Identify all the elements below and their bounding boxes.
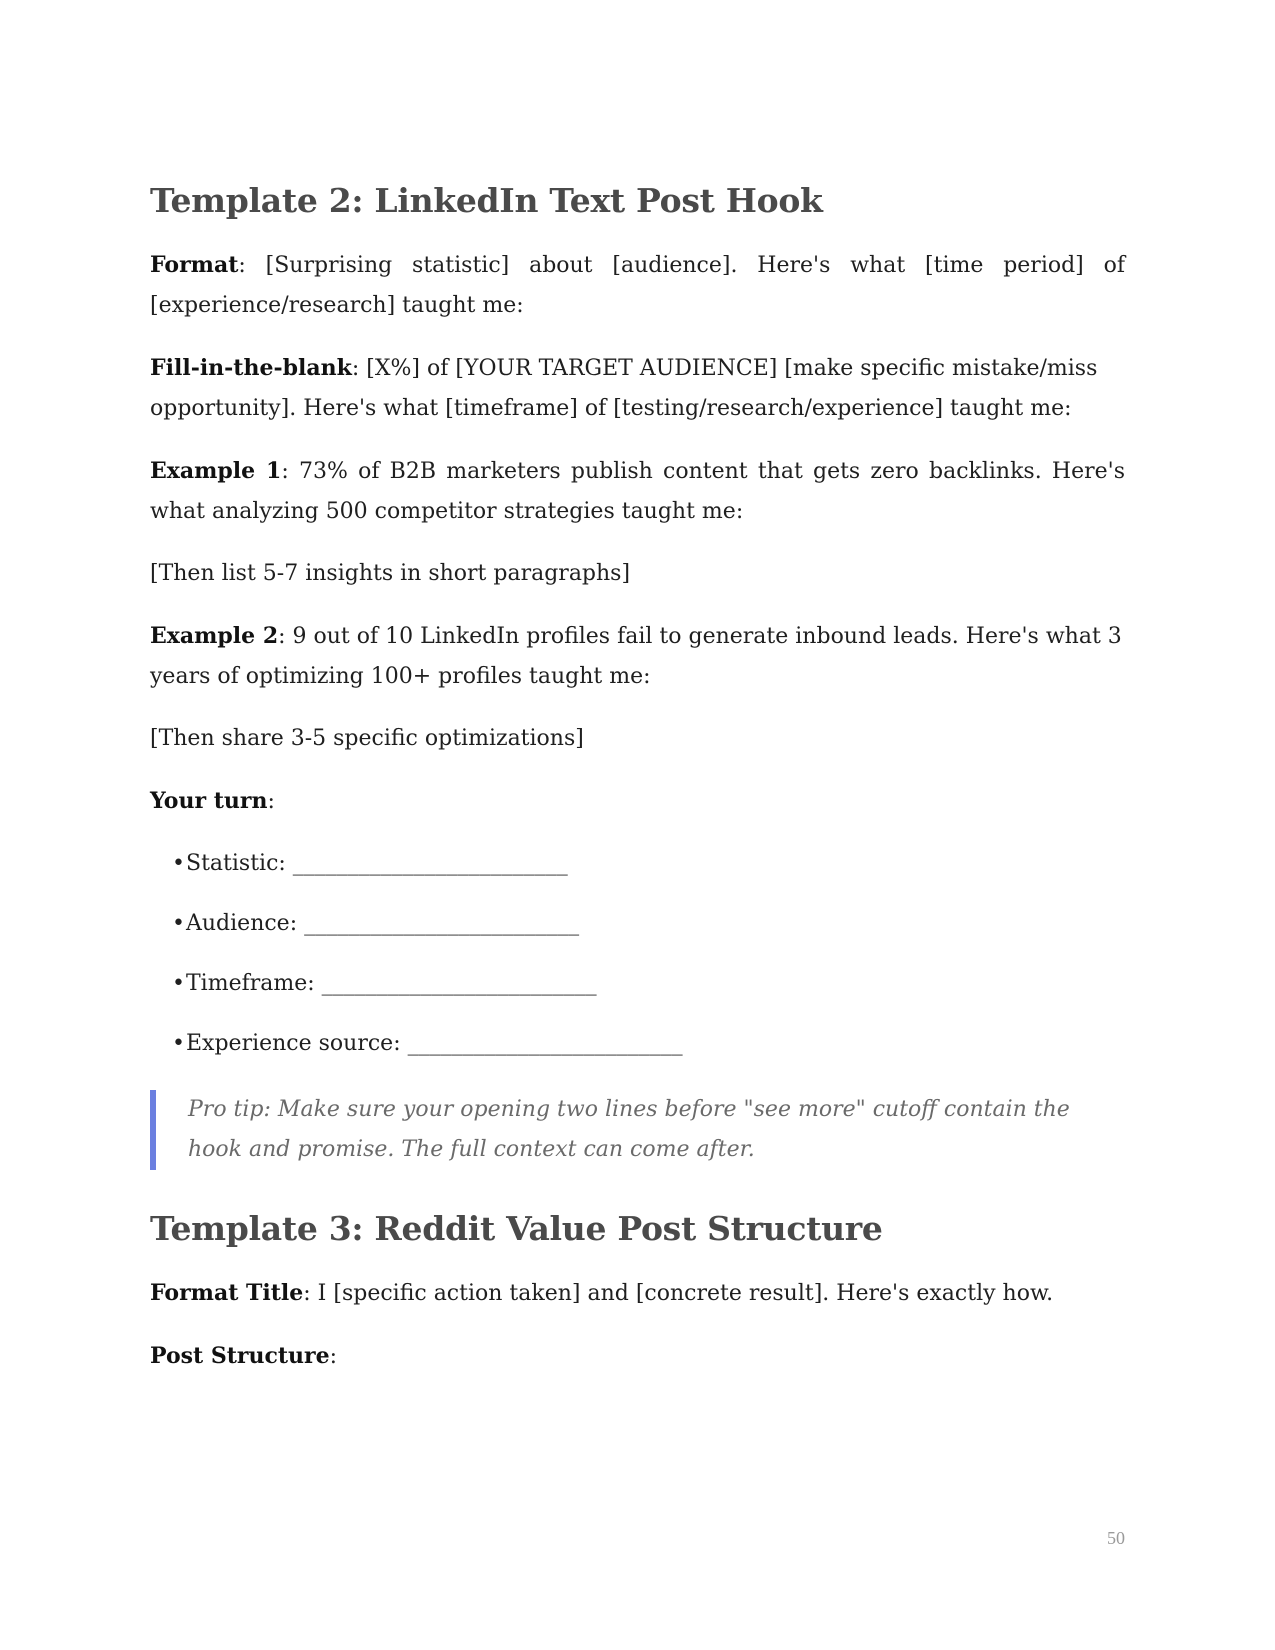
page-number: 50	[1107, 1528, 1125, 1548]
example-2-label: Example 2	[150, 622, 279, 649]
example-2-text: : 9 out of 10 LinkedIn profiles fail to generate inbound leads. Here's what 3 years of optimizing 100+ profiles taught me:	[150, 623, 1122, 689]
format-text: : [Surprising statistic] about [audience]. Here's what [time period] of [experience/research] taught me:	[150, 252, 1125, 318]
blank-timeframe: Timeframe: _________________________	[186, 970, 597, 996]
blank-experience-source: Experience source: _________________________	[186, 1030, 683, 1056]
bullet: •	[172, 850, 185, 876]
bullet: •	[172, 910, 185, 936]
fill-text: : [X%] of [YOUR TARGET AUDIENCE] [make specific mistake/miss opportunity]. Here's what [timeframe] of [testing/research/experience] taught me:	[150, 355, 1098, 421]
bullet: •	[172, 970, 185, 996]
format-title-label: Format Title	[150, 1279, 304, 1306]
your-turn-label: Your turn	[150, 787, 268, 814]
page-content	[150, 180, 1125, 1399]
your-turn-paragraph	[150, 781, 1125, 822]
list-item	[172, 1024, 1125, 1064]
list-item	[172, 844, 1125, 884]
example-1-text: : 73% of B2B marketers publish content that gets zero backlinks. Here's what analyzing 500 competitor strategies taught me:	[150, 458, 1126, 524]
post-structure-paragraph	[150, 1336, 1125, 1377]
format-label: Format	[150, 251, 239, 278]
post-structure-suffix: :	[329, 1343, 338, 1369]
example-1-paragraph	[150, 451, 1125, 532]
fill-in-the-blank-paragraph	[150, 348, 1125, 429]
post-structure-label: Post Structure	[150, 1342, 330, 1369]
pro-tip-text: Pro tip: Make sure your opening two lines before "see more" cutoff contain the hook and promise. The full context can come after.	[188, 1096, 1070, 1162]
format-paragraph	[150, 245, 1125, 326]
format-title-text: : I [specific action taken] and [concrete result]. Here's exactly how.	[303, 1280, 1054, 1306]
your-turn-suffix: :	[267, 788, 275, 814]
then-list-paragraph: [Then list 5-7 insights in short paragraphs]	[150, 560, 631, 586]
then-share-paragraph: [Then share 3-5 specific optimizations]	[150, 725, 584, 751]
example-1-label: Example 1	[150, 457, 282, 484]
list-item	[172, 904, 1125, 944]
example-2-paragraph	[150, 616, 1125, 697]
fill-label: Fill-in-the-blank	[150, 354, 352, 381]
format-title-paragraph	[150, 1273, 1125, 1314]
list-item	[172, 964, 1125, 1004]
bullet: •	[172, 1030, 185, 1056]
fill-in-list	[150, 844, 1125, 1064]
template-3-heading: Template 3: Reddit Value Post Structure	[150, 1208, 883, 1248]
blank-audience: Audience: _________________________	[186, 910, 580, 936]
pro-tip-blockquote	[150, 1090, 1125, 1170]
blank-statistic: Statistic: _________________________	[186, 850, 568, 876]
template-2-heading: Template 2: LinkedIn Text Post Hook	[150, 181, 823, 220]
